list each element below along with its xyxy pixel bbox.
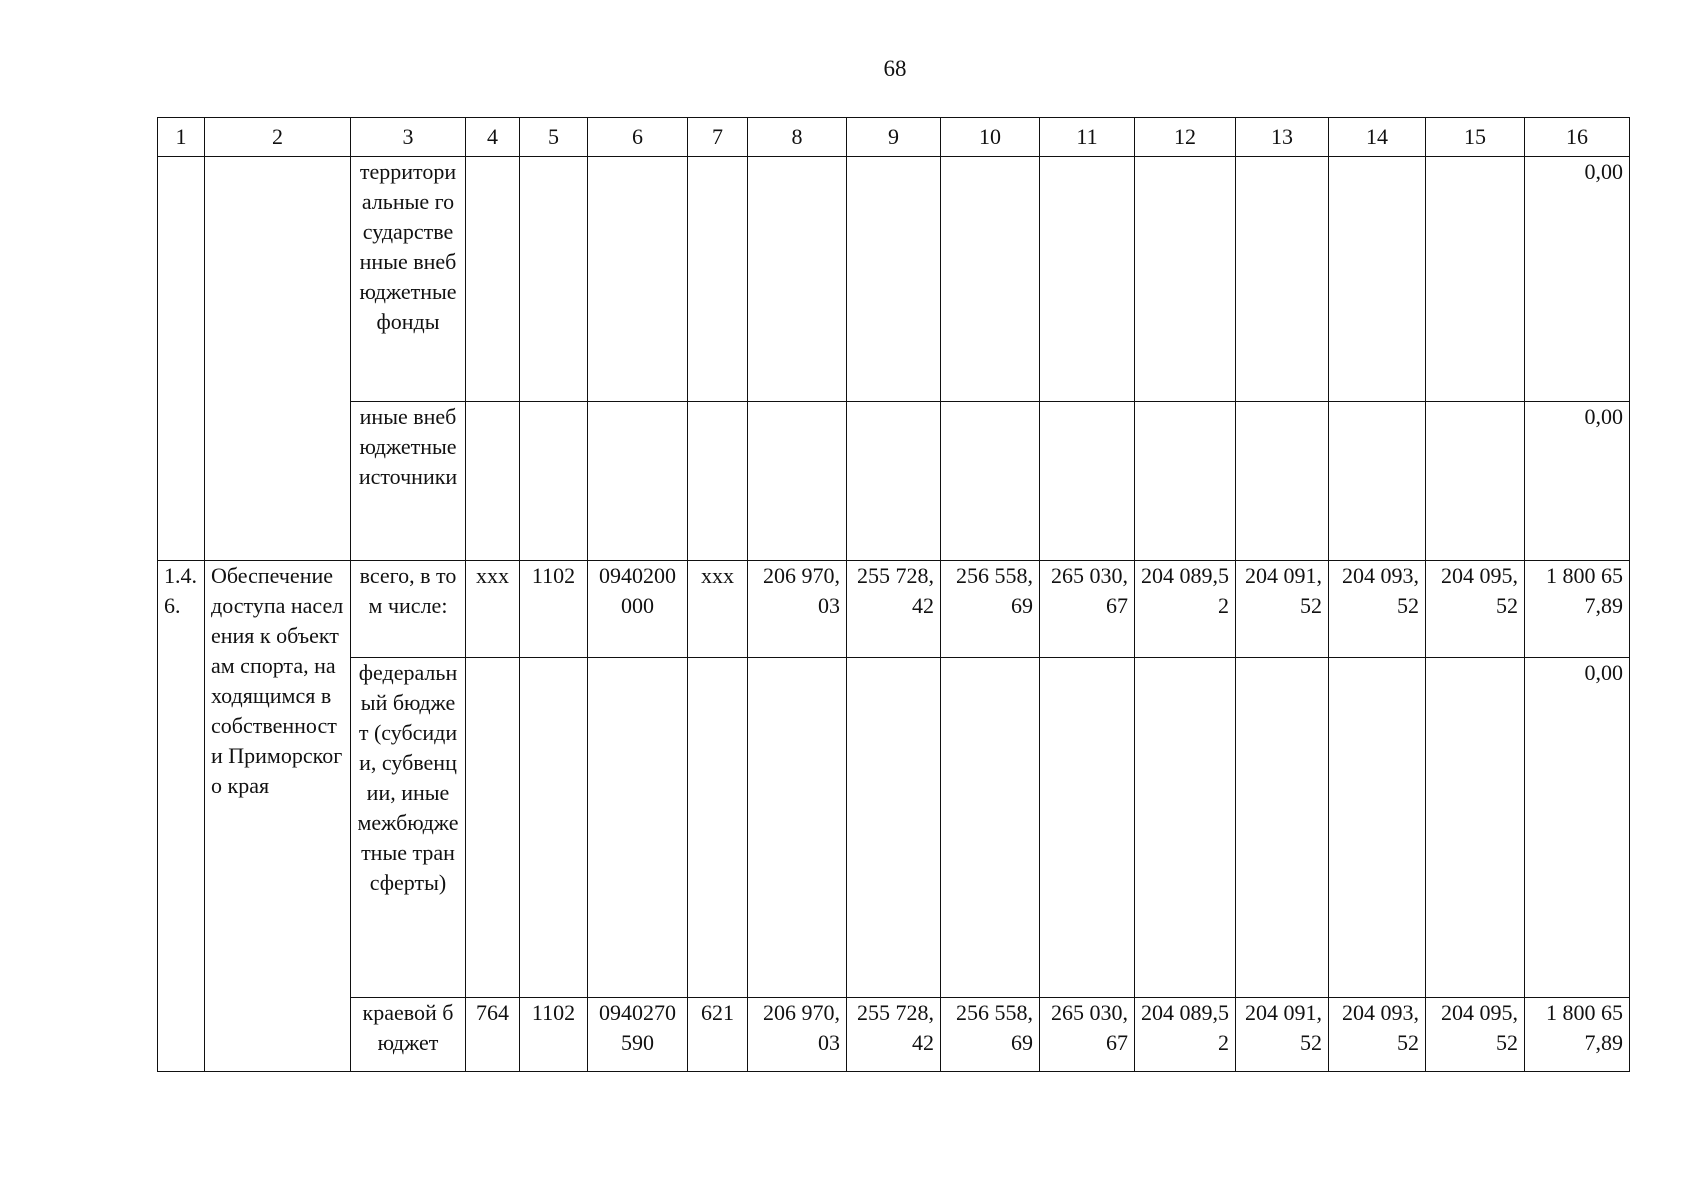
header-cell: 6 xyxy=(588,118,688,157)
value-cell: 204 091,52 xyxy=(1236,998,1329,1072)
value-cell: 204 089,52 xyxy=(1135,998,1236,1072)
header-cell: 11 xyxy=(1040,118,1135,157)
code-cell: 621 xyxy=(688,998,748,1072)
funding-source-label: территориальные государственные внебюджетные фонды xyxy=(351,157,466,402)
value-cell: 265 030,67 xyxy=(1040,998,1135,1072)
value-cell: 206 970,03 xyxy=(748,561,847,658)
value-cell: 206 970,03 xyxy=(748,998,847,1072)
code-cell: 0940200000 xyxy=(588,561,688,658)
header-cell: 10 xyxy=(941,118,1040,157)
funding-source-label: всего, в том числе: xyxy=(351,561,466,658)
value-cell: 204 089,52 xyxy=(1135,561,1236,658)
header-cell: 12 xyxy=(1135,118,1236,157)
header-cell: 15 xyxy=(1426,118,1525,157)
item-number: 1.4.6. xyxy=(158,561,205,1072)
header-cell: 8 xyxy=(748,118,847,157)
item-name: Обеспечение доступа населения к объектам спорта, находящимся в собственности Приморского края xyxy=(205,561,351,1072)
table-row xyxy=(158,561,1630,658)
funding-source-label: федеральный бюджет (субсидии, субвенции, иные межбюджетные трансферты) xyxy=(351,658,466,998)
value-cell: 204 093,52 xyxy=(1329,561,1426,658)
table-row xyxy=(158,998,1630,1072)
value-cell: 255 728,42 xyxy=(847,998,941,1072)
empty-cell xyxy=(205,157,351,561)
value-cell: 204 091,52 xyxy=(1236,561,1329,658)
code-cell: 1102 xyxy=(520,561,588,658)
code-cell: ххх xyxy=(688,561,748,658)
value-cell: 255 728,42 xyxy=(847,561,941,658)
value-cell: 204 095,52 xyxy=(1426,561,1525,658)
empty-cell xyxy=(158,157,205,561)
total-cell: 0,00 xyxy=(1525,402,1630,561)
value-cell: 256 558,69 xyxy=(941,561,1040,658)
code-cell: 1102 xyxy=(520,998,588,1072)
header-cell: 2 xyxy=(205,118,351,157)
funding-source-label: иные внебюджетные источники xyxy=(351,402,466,561)
value-cell: 204 095,52 xyxy=(1426,998,1525,1072)
table-row xyxy=(158,658,1630,998)
table-row xyxy=(158,402,1630,561)
header-cell: 5 xyxy=(520,118,588,157)
value-cell: 265 030,67 xyxy=(1040,561,1135,658)
table-row xyxy=(158,157,1630,402)
funding-source-label: краевой бюджет xyxy=(351,998,466,1072)
total-cell: 0,00 xyxy=(1525,157,1630,402)
code-cell: 0940270590 xyxy=(588,998,688,1072)
page-number: 68 xyxy=(883,56,907,81)
header-cell: 16 xyxy=(1525,118,1630,157)
header-cell: 7 xyxy=(688,118,748,157)
total-cell: 0,00 xyxy=(1525,658,1630,998)
total-cell: 1 800 657,89 xyxy=(1525,561,1630,658)
header-cell: 9 xyxy=(847,118,941,157)
header-cell: 4 xyxy=(466,118,520,157)
value-cell: 204 093,52 xyxy=(1329,998,1426,1072)
header-cell: 14 xyxy=(1329,118,1426,157)
value-cell: 256 558,69 xyxy=(941,998,1040,1072)
header-cell: 13 xyxy=(1236,118,1329,157)
total-cell: 1 800 657,89 xyxy=(1525,998,1630,1072)
header-cell: 3 xyxy=(351,118,466,157)
code-cell: ххх xyxy=(466,561,520,658)
budget-table xyxy=(157,117,1630,1072)
header-cell: 1 xyxy=(158,118,205,157)
code-cell: 764 xyxy=(466,998,520,1072)
header-row xyxy=(158,118,1630,157)
